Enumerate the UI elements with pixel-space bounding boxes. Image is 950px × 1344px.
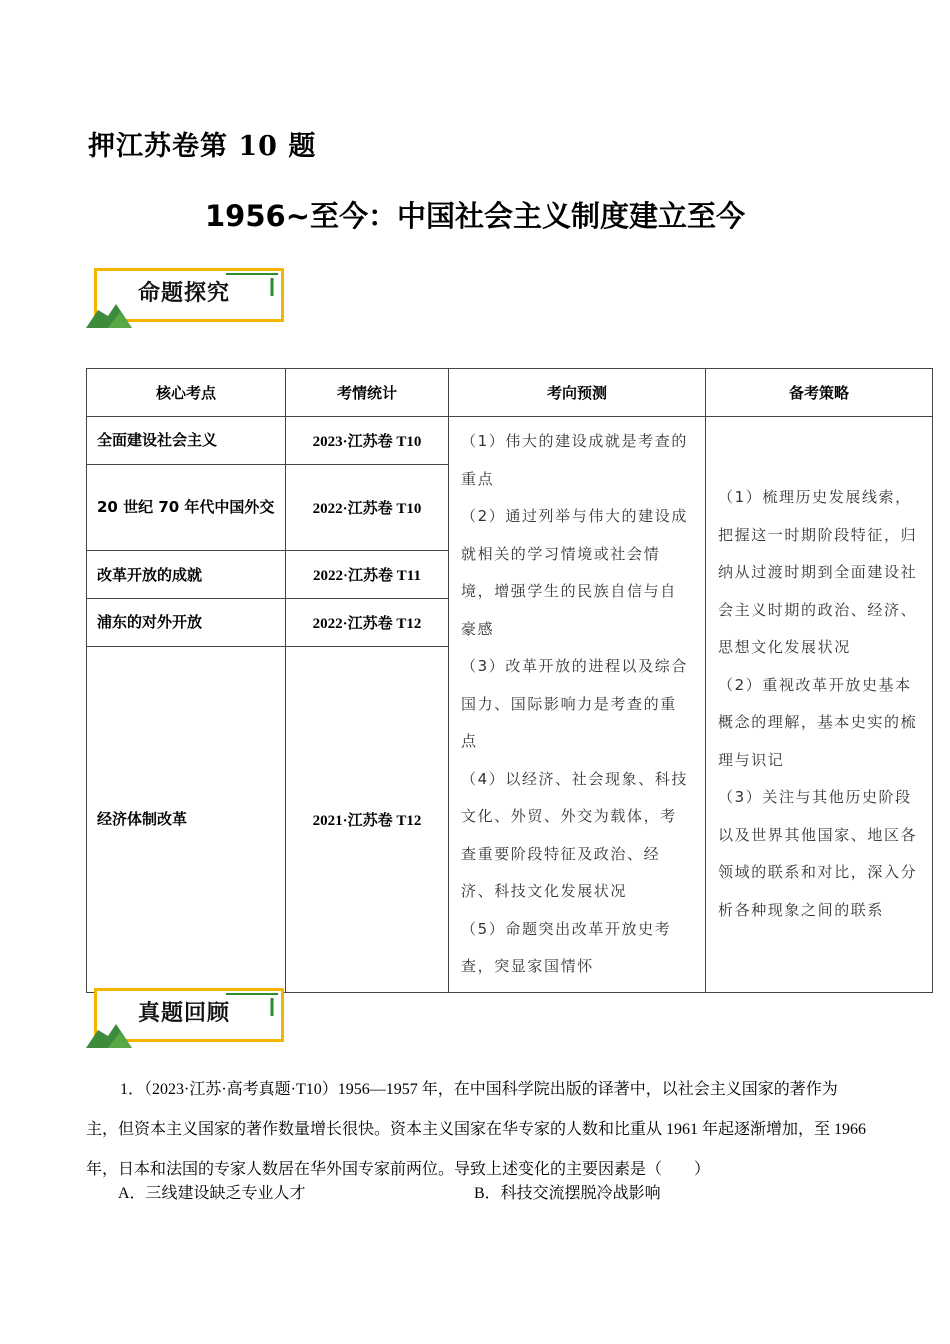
question-text <box>86 1070 866 1190</box>
stat-cell: 2023·江苏卷 T10 <box>286 417 449 465</box>
section-banner-explore <box>86 266 296 330</box>
banner-label: 命题探究 <box>138 281 231 306</box>
prediction-item: （2）通过列举与伟大的建设成就相关的学习情境或社会情境，增强学生的民族自信与自豪感 <box>461 507 688 638</box>
core-point-cell: 浦东的对外开放 <box>87 598 286 646</box>
table-header-row <box>87 369 933 417</box>
option-b: B．科技交流摆脱冷战影响 <box>474 1185 661 1202</box>
stat-cell: 2022·江苏卷 T11 <box>286 551 449 599</box>
stat-cell: 2022·江苏卷 T10 <box>286 464 449 550</box>
table-row <box>87 417 933 465</box>
core-point-cell: 经济体制改革 <box>87 646 286 992</box>
header-strategy: 备考策略 <box>706 369 933 417</box>
prediction-item: （4）以经济、社会现象、科技文化、外贸、外交为载体，考查重要阶段特征及政治、经济、科技文化发展状况 <box>461 769 688 900</box>
core-point-cell: 全面建设社会主义 <box>87 417 286 465</box>
header-prediction: 考向预测 <box>449 369 706 417</box>
exam-analysis-table <box>86 368 933 993</box>
core-point-cell: 改革开放的成就 <box>87 551 286 599</box>
strategy-item: （1）梳理历史发展线索，把握这一时期阶段特征，归纳从过渡时期到全面建设社会主义时期的政治、经济、思想文化发展状况 <box>718 488 918 657</box>
section-banner-review <box>86 986 296 1050</box>
prediction-item: （3）改革开放的进程以及综合国力、国际影响力是考查的重点 <box>461 657 688 750</box>
strategy-cell <box>706 417 933 993</box>
strategy-item: （3）关注与其他历史阶段以及世界其他国家、地区各领域的联系和对比，深入分析各种现象之间的联系 <box>718 788 918 919</box>
prediction-item: （1）伟大的建设成就是考查的重点 <box>461 432 688 488</box>
option-a: A．三线建设缺乏专业人才 <box>118 1185 306 1202</box>
strategy-item: （2）重视改革开放史基本概念的理解，基本史实的梳理与识记 <box>718 675 918 769</box>
header-core-point: 核心考点 <box>87 369 286 417</box>
stat-cell: 2021·江苏卷 T12 <box>286 646 449 992</box>
question-body: （2023·江苏·高考真题·T10）1956—1957 年，在中国科学院出版的译著中，以社会主义国家的著作为主，但资本主义国家的著作数量增长很快。资本主义国家在华专家的人数和比重从 1961 年起逐渐增加，至 1966 年，日本和法国的专家人数居在华外国专家前两位。导致上述变化的主要因素是（ ） <box>86 1081 867 1178</box>
stat-cell: 2022·江苏卷 T12 <box>286 598 449 646</box>
header-stats: 考情统计 <box>286 369 449 417</box>
core-point-cell: 20 世纪 70 年代中国外交 <box>87 464 286 550</box>
page-title: 1956~至今：中国社会主义制度建立至今 <box>204 199 745 233</box>
pre-title: 押江苏卷第 10 题 <box>88 131 317 162</box>
question-number: 1． <box>120 1081 145 1098</box>
prediction-item: （5）命题突出改革开放史考查，突显家国情怀 <box>461 919 672 975</box>
prediction-cell <box>449 417 706 993</box>
banner-label: 真题回顾 <box>138 1001 231 1026</box>
question-block <box>86 1070 866 1190</box>
